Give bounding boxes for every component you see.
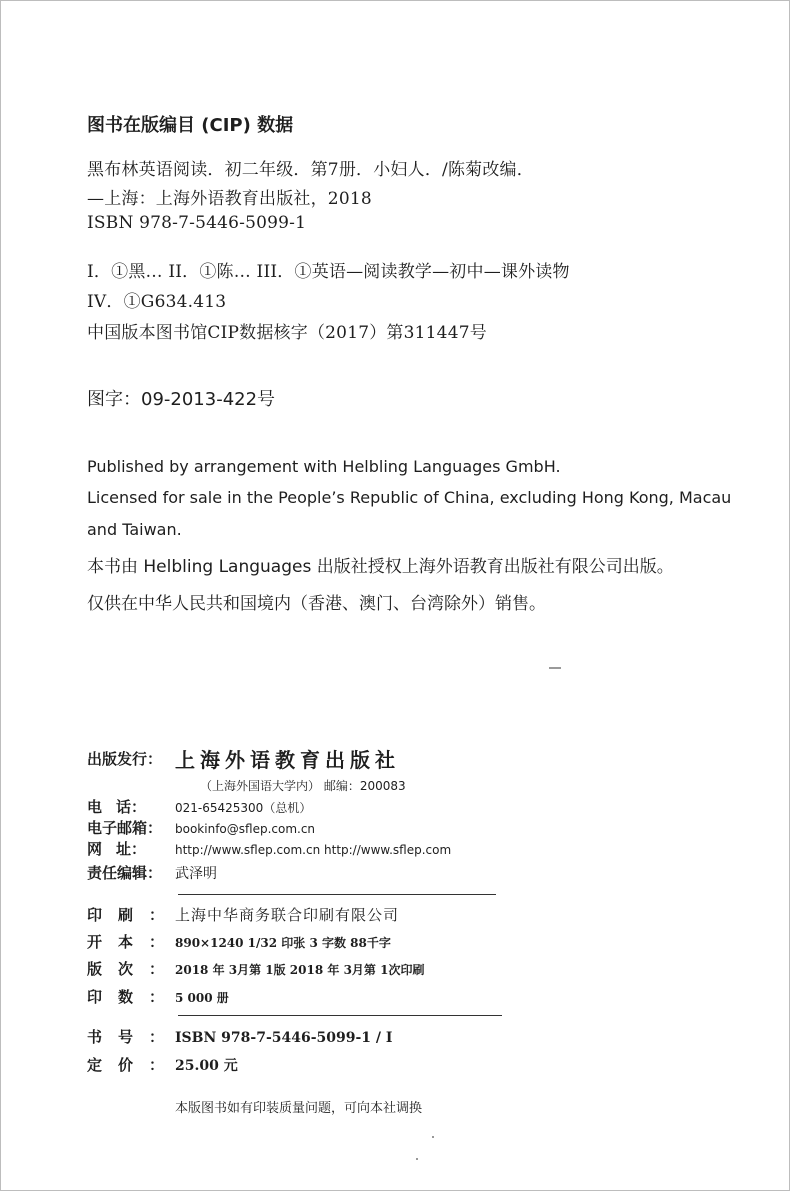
cip-line-title: 黑布林英语阅读．初二年级．第7册．小妇人．/陈菊改编．	[87, 160, 534, 180]
isbn-value: ISBN 978-7-5446-5099-1 / I	[175, 1030, 393, 1046]
isbn-row	[87, 1026, 392, 1047]
phone-row	[87, 796, 311, 817]
email-row	[87, 817, 315, 838]
editor-label: 责任编辑：	[87, 864, 163, 882]
format-row	[87, 931, 391, 952]
editor-value: 武泽明	[175, 866, 217, 882]
print-speck	[549, 667, 561, 669]
cip-line-library-record: 中国版本图书馆CIP数据核字（2017）第311447号	[87, 323, 487, 343]
publisher-address: （上海外国语大学内） 邮编：200083	[200, 779, 406, 793]
divider	[178, 1015, 502, 1016]
publisher-name: 上海外语教育出版社	[175, 748, 400, 772]
email-label: 电子邮箱：	[87, 819, 163, 837]
phone-value: 021-65425300（总机）	[175, 801, 312, 815]
editor-row	[87, 862, 217, 883]
printer-label: 印刷：	[87, 906, 181, 924]
divider	[178, 894, 496, 895]
cip-line-publisher: —上海：上海外语教育出版社，2018	[87, 189, 372, 209]
cip-line-classification: I．①黑… II．①陈… III．①英语—阅读教学—初中—课外读物	[87, 262, 570, 282]
edition-label: 版次：	[87, 960, 181, 978]
format-value: 890×1240 1/32 印张 3 字数 88千字	[175, 936, 391, 950]
price-label: 定价：	[87, 1056, 181, 1074]
website-row	[87, 838, 451, 859]
edition-row	[87, 958, 424, 979]
cip-heading: 图书在版编目 (CIP) 数据	[87, 115, 294, 136]
printer-value: 上海中华商务联合印刷有限公司	[175, 906, 400, 924]
license-statement-line-2: and Taiwan.	[87, 520, 182, 539]
arrangement-statement: Published by arrangement with Helbling Languages GmbH.	[87, 457, 561, 476]
print-speck	[432, 1136, 434, 1138]
website-value: http://www.sflep.com.cn http://www.sflep.com	[175, 843, 452, 857]
price-value: 25.00 元	[175, 1058, 238, 1074]
phone-label: 电 话：	[87, 798, 147, 816]
price-row	[87, 1054, 238, 1075]
quality-notice: 本版图书如有印装质量问题，可向本社调换	[175, 1101, 423, 1116]
cip-line-classification-number: IV．①G634.413	[87, 292, 227, 312]
copyright-permit-number: 图字：09-2013-422号	[87, 389, 276, 410]
isbn-label: 书号：	[87, 1028, 181, 1046]
print-run-label: 印数：	[87, 988, 181, 1006]
website-label: 网 址：	[87, 840, 147, 858]
cip-line-isbn: ISBN 978-7-5446-5099-1	[87, 213, 307, 233]
printer-row	[87, 904, 399, 925]
print-run-value: 5 000 册	[175, 991, 229, 1005]
edition-value: 2018 年 3月第 1版 2018 年 3月第 1次印刷	[175, 963, 425, 977]
format-label: 开本：	[87, 933, 181, 951]
license-statement-line-1: Licensed for sale in the People’s Republic of China, excluding Hong Kong, Macau	[87, 488, 732, 507]
sales-region-statement: 仅供在中华人民共和国境内（香港、澳门、台湾除外）销售。	[87, 594, 546, 614]
publisher-label: 出版发行：	[87, 750, 163, 768]
authorization-statement: 本书由 Helbling Languages 出版社授权上海外语教育出版社有限公司出版。	[87, 557, 674, 577]
print-speck	[416, 1158, 418, 1160]
email-value: bookinfo@sflep.com.cn	[175, 822, 316, 836]
print-run-row	[87, 986, 229, 1007]
